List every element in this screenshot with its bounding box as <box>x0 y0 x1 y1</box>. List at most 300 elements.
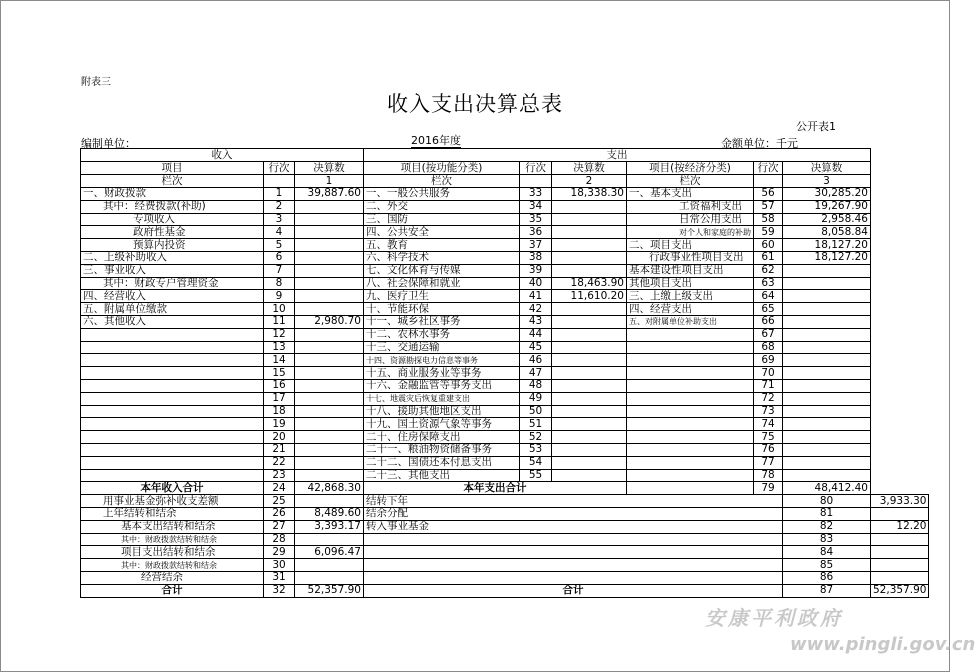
row-no-cell: 22 <box>264 456 295 469</box>
table-row <box>81 469 929 482</box>
amount-cell <box>783 392 871 405</box>
function-item-cell: 十九、国土资源气象等事务 <box>364 418 520 431</box>
income-item-cell <box>81 418 264 431</box>
amount-cell <box>783 456 871 469</box>
function-item-cell: 十四、资源勘探电力信息等事务 <box>364 354 520 367</box>
row-no-cell: 21 <box>264 443 295 456</box>
row-no-cell: 53 <box>520 443 552 456</box>
row-no-cell: 20 <box>264 431 295 444</box>
table-row <box>81 520 929 533</box>
economic-item-cell <box>627 328 754 341</box>
balance-item-cell: 项目支出结转和结余 <box>81 546 264 559</box>
amount-cell <box>295 303 364 316</box>
row-no-cell: 14 <box>264 354 295 367</box>
row-no-cell: 10 <box>264 303 295 316</box>
row-no-cell: 51 <box>520 418 552 431</box>
amount-cell <box>552 200 627 213</box>
amount-cell: 2,980.70 <box>295 315 364 328</box>
row-no-cell: 85 <box>783 559 871 572</box>
amount-cell <box>295 341 364 354</box>
amount-cell <box>552 431 627 444</box>
row-no-cell: 44 <box>520 328 552 341</box>
row-no-cell: 43 <box>520 315 552 328</box>
economic-item-cell: 五、对附属单位补助支出 <box>627 315 754 328</box>
income-item-cell <box>81 405 264 418</box>
income-item-cell <box>81 392 264 405</box>
amount-cell <box>552 379 627 392</box>
compiling-unit-label: 编制单位： <box>81 137 136 150</box>
grand-total-income-value: 52,357.90 <box>295 584 364 597</box>
row-no-cell: 64 <box>754 290 783 303</box>
function-item-cell: 十二、农林水事务 <box>364 328 520 341</box>
col-header: 项目(按经济分类) <box>627 162 754 175</box>
income-item-cell: 专项收入 <box>81 213 264 226</box>
row-no-cell: 49 <box>520 392 552 405</box>
row-no-cell: 86 <box>783 571 871 584</box>
economic-item-cell <box>627 469 754 482</box>
row-no-cell: 55 <box>520 469 552 482</box>
function-item-cell: 七、文化体育与传媒 <box>364 264 520 277</box>
table-row <box>81 546 929 559</box>
amount-cell <box>295 251 364 264</box>
amount-cell <box>295 431 364 444</box>
table-row <box>81 264 929 277</box>
amount-cell <box>552 469 627 482</box>
income-expense-table <box>80 148 929 598</box>
row-no-cell: 2 <box>264 200 295 213</box>
function-item-cell: 十一、城乡社区事务 <box>364 315 520 328</box>
amount-cell <box>783 379 871 392</box>
income-item-cell <box>81 456 264 469</box>
amount-cell <box>871 559 929 572</box>
col-header: 决算数 <box>552 162 627 175</box>
table-row <box>81 456 929 469</box>
row-no-cell: 35 <box>520 213 552 226</box>
column-index-cell: 1 <box>295 175 364 188</box>
income-item-cell: 一、财政拨款 <box>81 188 264 201</box>
table-row <box>81 251 929 264</box>
economic-item-cell: 四、经营支出 <box>627 303 754 316</box>
function-item-cell: 八、社会保障和就业 <box>364 277 520 290</box>
column-index-cell <box>754 175 783 188</box>
table-row <box>81 328 929 341</box>
row-no-cell: 75 <box>754 431 783 444</box>
income-item-cell <box>81 354 264 367</box>
row-no-cell: 19 <box>264 418 295 431</box>
amount-cell <box>295 367 364 380</box>
row-no-cell: 9 <box>264 290 295 303</box>
row-no-cell: 8 <box>264 277 295 290</box>
row-no-cell: 29 <box>264 546 295 559</box>
row-no-cell: 84 <box>783 546 871 559</box>
amount-cell: 18,338.30 <box>552 188 627 201</box>
amount-cell <box>552 367 627 380</box>
amount-cell <box>783 290 871 303</box>
row-no-cell: 56 <box>754 188 783 201</box>
amount-cell <box>552 226 627 239</box>
amount-cell <box>295 456 364 469</box>
expense-header: 支出 <box>364 149 871 162</box>
row-no-cell: 47 <box>520 367 552 380</box>
row-no-cell: 61 <box>754 251 783 264</box>
function-item-cell: 十七、地震灾后恢复重建支出 <box>364 392 520 405</box>
row-no-cell: 36 <box>520 226 552 239</box>
amount-cell <box>871 571 929 584</box>
blank-cell <box>627 482 754 495</box>
amount-cell <box>783 405 871 418</box>
amount-cell: 12.20 <box>871 520 929 533</box>
row-no-cell: 70 <box>754 367 783 380</box>
amount-cell <box>295 379 364 392</box>
amount-cell <box>783 328 871 341</box>
row-no-cell: 7 <box>264 264 295 277</box>
amount-cell: 18,127.20 <box>783 251 871 264</box>
row-no-cell: 15 <box>264 367 295 380</box>
amount-cell: 39,887.60 <box>295 188 364 201</box>
fiscal-year: 2016年度 <box>411 134 461 147</box>
column-index-cell <box>264 175 295 188</box>
income-item-cell <box>81 431 264 444</box>
economic-item-cell <box>627 379 754 392</box>
function-item-cell: 十六、金融监管等事务支出 <box>364 379 520 392</box>
carryover-item-cell: 结转下年 <box>364 495 783 508</box>
function-item-cell: 二十二、国债还本付息支出 <box>364 456 520 469</box>
carryover-item-cell: 转入事业基金 <box>364 520 783 533</box>
amount-cell <box>783 315 871 328</box>
income-item-cell: 四、经营收入 <box>81 290 264 303</box>
table-row <box>81 443 929 456</box>
amount-cell <box>295 559 364 572</box>
amount-cell <box>552 405 627 418</box>
amount-cell <box>295 328 364 341</box>
function-item-cell: 二十三、其他支出 <box>364 469 520 482</box>
table-row <box>81 431 929 444</box>
function-item-cell: 四、公共安全 <box>364 226 520 239</box>
column-index-cell: 栏次 <box>81 175 264 188</box>
income-item-cell <box>81 341 264 354</box>
row-no-cell: 41 <box>520 290 552 303</box>
amount-cell <box>783 418 871 431</box>
income-item-cell: 五、附属单位缴款 <box>81 303 264 316</box>
row-no-cell: 45 <box>520 341 552 354</box>
row-no-cell: 73 <box>754 405 783 418</box>
row-no-cell: 27 <box>264 520 295 533</box>
row-no-cell: 77 <box>754 456 783 469</box>
table-row <box>81 571 929 584</box>
income-item-cell <box>81 443 264 456</box>
income-item-cell <box>81 379 264 392</box>
row-no-cell: 58 <box>754 213 783 226</box>
row-no-cell: 18 <box>264 405 295 418</box>
row-no-cell: 42 <box>520 303 552 316</box>
economic-item-cell <box>627 392 754 405</box>
row-no-cell: 78 <box>754 469 783 482</box>
column-index-cell <box>520 175 552 188</box>
amount-cell <box>783 469 871 482</box>
amount-cell <box>552 354 627 367</box>
table-row <box>81 341 929 354</box>
amount-cell: 2,958.46 <box>783 213 871 226</box>
economic-item-cell <box>627 367 754 380</box>
row-no-cell: 38 <box>520 251 552 264</box>
function-item-cell: 二、外交 <box>364 200 520 213</box>
amount-cell <box>783 354 871 367</box>
amount-cell <box>552 251 627 264</box>
income-item-cell: 其中：财政专户管理资金 <box>81 277 264 290</box>
economic-item-cell <box>627 456 754 469</box>
table-row <box>81 559 929 572</box>
amount-cell <box>295 469 364 482</box>
table-row <box>81 379 929 392</box>
economic-item-cell <box>627 431 754 444</box>
table-row <box>81 226 929 239</box>
amount-cell <box>295 200 364 213</box>
economic-item-cell <box>627 341 754 354</box>
total-expense-value: 48,412.40 <box>783 482 871 495</box>
amount-cell <box>295 354 364 367</box>
table-row <box>81 188 929 201</box>
table-row <box>81 200 929 213</box>
amount-cell <box>783 367 871 380</box>
function-item-cell: 十五、商业服务业等事务 <box>364 367 520 380</box>
amount-cell <box>295 264 364 277</box>
balance-item-cell: 用事业基金弥补收支差额 <box>81 495 264 508</box>
grand-total-income-label: 合计 <box>81 584 264 597</box>
row-no-cell: 76 <box>754 443 783 456</box>
amount-cell <box>295 239 364 252</box>
table-row <box>81 303 929 316</box>
row-no-cell: 12 <box>264 328 295 341</box>
income-item-cell: 三、事业收入 <box>81 264 264 277</box>
income-item-cell: 六、其他收入 <box>81 315 264 328</box>
amount-cell <box>295 226 364 239</box>
row-no-cell: 23 <box>264 469 295 482</box>
column-index-cell: 栏次 <box>627 175 754 188</box>
function-item-cell: 十三、交通运输 <box>364 341 520 354</box>
row-no-cell: 87 <box>783 584 871 597</box>
economic-item-cell <box>627 405 754 418</box>
annex-label: 附表三 <box>81 77 111 88</box>
row-no-cell: 37 <box>520 239 552 252</box>
amount-cell <box>783 443 871 456</box>
row-no-cell: 13 <box>264 341 295 354</box>
row-no-cell: 31 <box>264 571 295 584</box>
total-income-value: 42,868.30 <box>295 482 364 495</box>
col-header: 行次 <box>520 162 552 175</box>
table-row <box>81 533 929 546</box>
row-no-cell: 32 <box>264 584 295 597</box>
table-row <box>81 315 929 328</box>
money-unit: 金额单位：千元 <box>721 137 798 150</box>
row-no-cell: 40 <box>520 277 552 290</box>
column-index-cell: 3 <box>783 175 871 188</box>
row-no-cell: 46 <box>520 354 552 367</box>
function-item-cell: 二十一、粮油物资储备事务 <box>364 443 520 456</box>
amount-cell <box>552 303 627 316</box>
watermark-url: www.pingli.gov.cn <box>790 634 975 655</box>
carryover-item-cell <box>364 571 783 584</box>
amount-cell <box>783 431 871 444</box>
table-row <box>81 354 929 367</box>
row-no-cell: 25 <box>264 495 295 508</box>
amount-cell: 8,489.60 <box>295 507 364 520</box>
amount-cell <box>783 341 871 354</box>
table-row <box>81 418 929 431</box>
row-no-cell: 80 <box>783 495 871 508</box>
watermark-logo-text: 安康平利政府 <box>705 606 843 630</box>
row-no-cell: 26 <box>264 507 295 520</box>
amount-cell: 3,393.17 <box>295 520 364 533</box>
income-item-cell: 政府性基金 <box>81 226 264 239</box>
balance-item-cell: 基本支出结转和结余 <box>81 520 264 533</box>
row-no-cell: 54 <box>520 456 552 469</box>
carryover-item-cell: 结余分配 <box>364 507 783 520</box>
amount-cell <box>871 507 929 520</box>
col-header: 项目 <box>81 162 264 175</box>
row-no-cell: 69 <box>754 354 783 367</box>
amount-cell <box>783 303 871 316</box>
amount-cell <box>295 443 364 456</box>
amount-cell <box>295 571 364 584</box>
income-item-cell <box>81 367 264 380</box>
total-row <box>81 482 929 495</box>
row-no-cell: 68 <box>754 341 783 354</box>
row-no-cell: 62 <box>754 264 783 277</box>
row-no-cell: 82 <box>783 520 871 533</box>
table-row <box>81 507 929 520</box>
income-item-cell <box>81 328 264 341</box>
amount-cell <box>295 392 364 405</box>
amount-cell: 18,127.20 <box>783 239 871 252</box>
income-item-cell: 二、上级补助收入 <box>81 251 264 264</box>
row-no-cell: 16 <box>264 379 295 392</box>
function-item-cell: 九、医疗卫生 <box>364 290 520 303</box>
economic-item-cell: 基本建设性项目支出 <box>627 264 754 277</box>
economic-item-cell: 对个人和家庭的补助 <box>627 226 754 239</box>
economic-item-cell: 其他项目支出 <box>627 277 754 290</box>
row-no-cell: 81 <box>783 507 871 520</box>
table-row <box>81 290 929 303</box>
amount-cell <box>295 418 364 431</box>
row-no-cell: 60 <box>754 239 783 252</box>
income-item-cell: 其中：经费拨款(补助) <box>81 200 264 213</box>
amount-cell <box>552 239 627 252</box>
column-index-cell: 栏次 <box>364 175 520 188</box>
row-no-cell: 83 <box>783 533 871 546</box>
page-title: 收入支出决算总表 <box>387 92 563 116</box>
amount-cell: 18,463.90 <box>552 277 627 290</box>
grand-total-expense-value: 52,357.90 <box>871 584 929 597</box>
amount-cell <box>295 405 364 418</box>
row-no-cell: 24 <box>264 482 295 495</box>
table-row <box>81 405 929 418</box>
total-income-label: 本年收入合计 <box>81 482 264 495</box>
total-expense-label: 本年支出合计 <box>364 482 627 495</box>
row-no-cell: 67 <box>754 328 783 341</box>
amount-cell <box>552 392 627 405</box>
amount-cell <box>552 418 627 431</box>
row-no-cell: 33 <box>520 188 552 201</box>
balance-item-cell: 经营结余 <box>81 571 264 584</box>
amount-cell <box>552 443 627 456</box>
balance-item-cell: 上年结转和结余 <box>81 507 264 520</box>
public-table-number: 公开表1 <box>796 120 836 133</box>
function-item-cell: 五、教育 <box>364 239 520 252</box>
amount-cell <box>871 533 929 546</box>
row-no-cell: 6 <box>264 251 295 264</box>
economic-item-cell <box>627 418 754 431</box>
amount-cell <box>552 315 627 328</box>
table-row <box>81 213 929 226</box>
economic-item-cell: 二、项目支出 <box>627 239 754 252</box>
function-item-cell: 二十、住房保障支出 <box>364 431 520 444</box>
table-row <box>81 495 929 508</box>
row-no-cell: 63 <box>754 277 783 290</box>
row-no-cell: 71 <box>754 379 783 392</box>
table-row <box>81 277 929 290</box>
amount-cell <box>295 213 364 226</box>
amount-cell <box>871 546 929 559</box>
row-no-cell: 74 <box>754 418 783 431</box>
amount-cell <box>552 328 627 341</box>
economic-item-cell: 三、上缴上级支出 <box>627 290 754 303</box>
row-no-cell: 52 <box>520 431 552 444</box>
amount-cell: 3,933.30 <box>871 495 929 508</box>
carryover-item-cell <box>364 533 783 546</box>
amount-cell <box>552 456 627 469</box>
amount-cell <box>295 533 364 546</box>
grand-total-expense-label: 合计 <box>364 584 783 597</box>
function-item-cell: 十、节能环保 <box>364 303 520 316</box>
amount-cell <box>783 264 871 277</box>
row-no-cell: 4 <box>264 226 295 239</box>
function-item-cell: 一、一般公共服务 <box>364 188 520 201</box>
economic-item-cell: 行政事业性项目支出 <box>627 251 754 264</box>
row-no-cell: 79 <box>754 482 783 495</box>
row-no-cell: 66 <box>754 315 783 328</box>
row-no-cell: 50 <box>520 405 552 418</box>
col-header: 行次 <box>754 162 783 175</box>
amount-cell <box>295 290 364 303</box>
economic-item-cell: 工资福利支出 <box>627 200 754 213</box>
table-row <box>81 392 929 405</box>
amount-cell <box>783 277 871 290</box>
row-no-cell: 59 <box>754 226 783 239</box>
amount-cell: 30,285.20 <box>783 188 871 201</box>
income-item-cell <box>81 469 264 482</box>
row-no-cell: 17 <box>264 392 295 405</box>
income-header: 收入 <box>81 149 364 162</box>
economic-item-cell: 一、基本支出 <box>627 188 754 201</box>
row-no-cell: 72 <box>754 392 783 405</box>
grand-total-row <box>81 584 929 597</box>
function-item-cell: 十八、援助其他地区支出 <box>364 405 520 418</box>
balance-item-cell: 其中：财政拨款结转和结余 <box>81 559 264 572</box>
col-header: 决算数 <box>783 162 871 175</box>
table-row <box>81 367 929 380</box>
amount-cell: 19,267.90 <box>783 200 871 213</box>
amount-cell <box>295 495 364 508</box>
row-no-cell: 28 <box>264 533 295 546</box>
balance-item-cell: 其中：财政拨款结转和结余 <box>81 533 264 546</box>
amount-cell <box>295 277 364 290</box>
economic-item-cell <box>627 443 754 456</box>
row-no-cell: 34 <box>520 200 552 213</box>
col-header: 行次 <box>264 162 295 175</box>
function-item-cell: 六、科学技术 <box>364 251 520 264</box>
row-no-cell: 1 <box>264 188 295 201</box>
row-no-cell: 5 <box>264 239 295 252</box>
